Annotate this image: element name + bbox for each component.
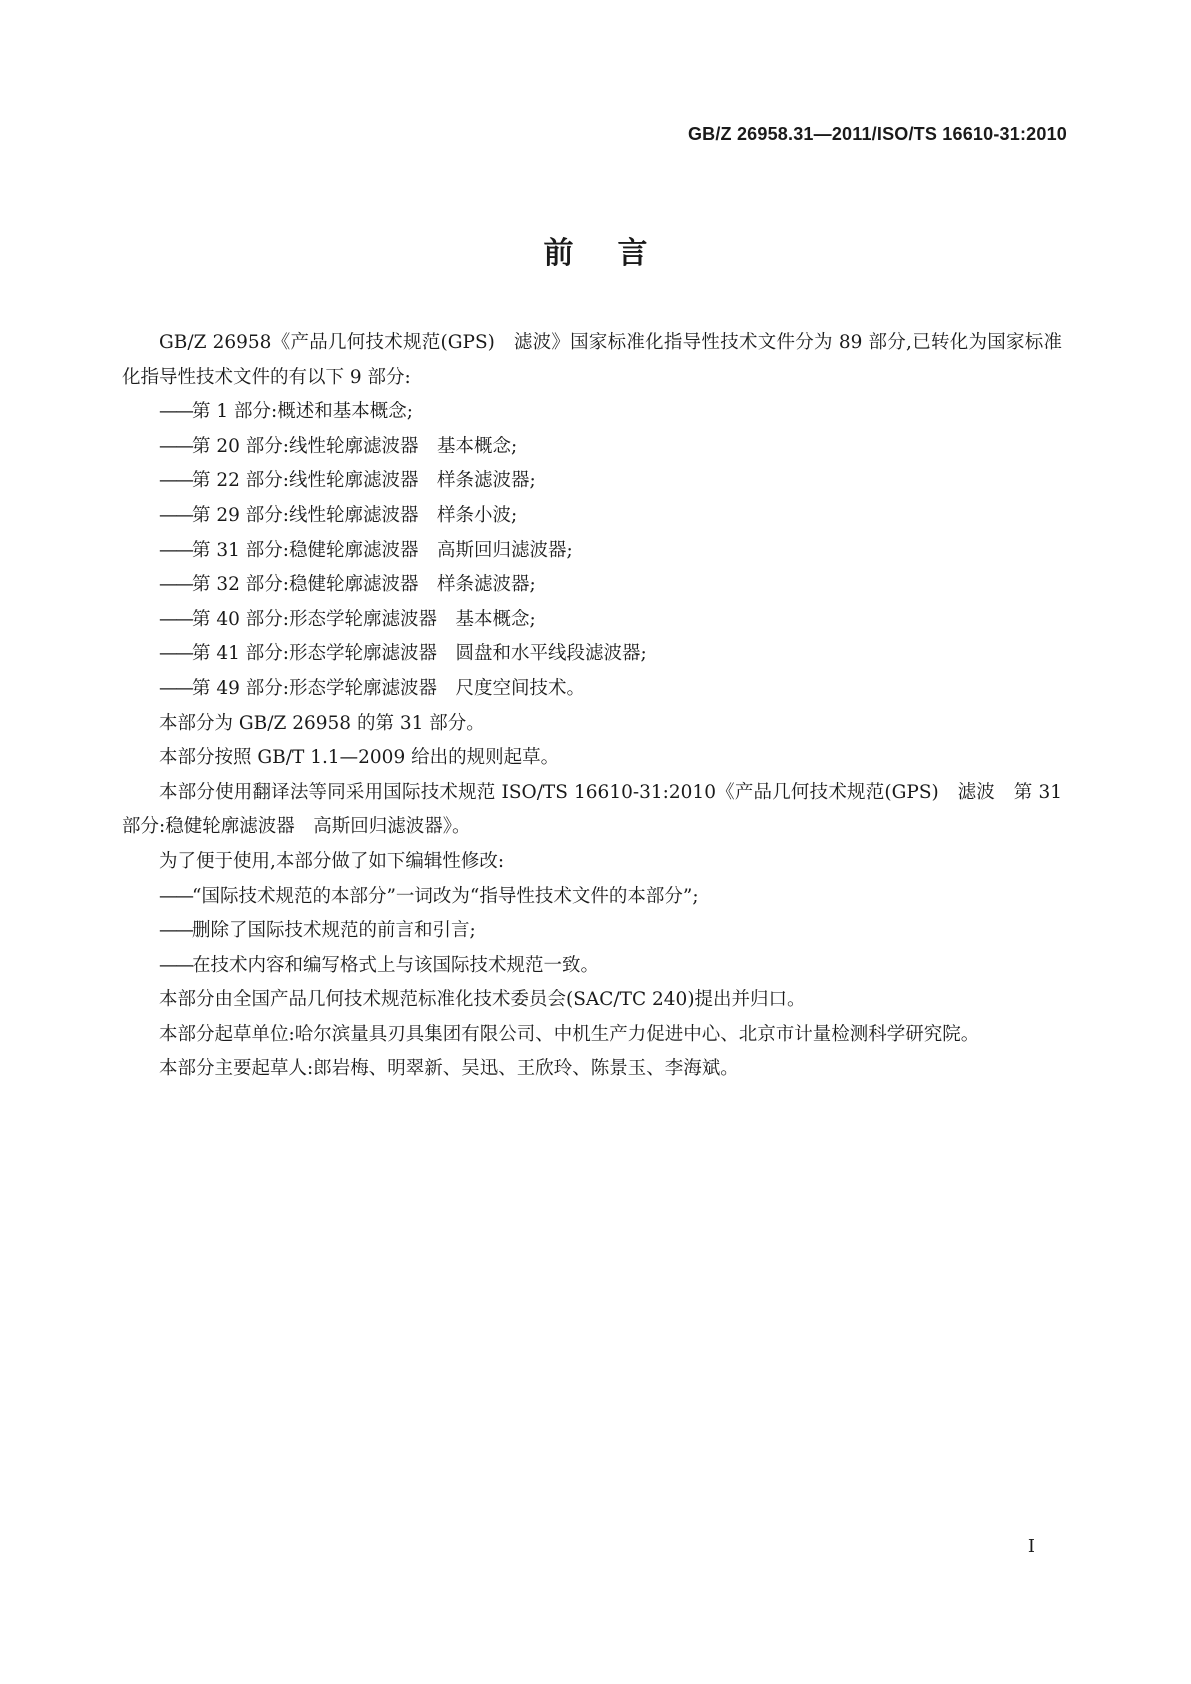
dash-marker: ——: [159, 643, 192, 665]
dash-marker: ——: [159, 435, 192, 457]
drafting-units-paragraph: 本部分起草单位:哈尔滨量具刃具集团有限公司、中机生产力促进中心、北京市计量检测科学研究院。: [159, 1023, 980, 1045]
page-number: I: [1027, 1536, 1035, 1557]
part-statement-paragraph: 本部分为 GB/Z 26958 的第 31 部分。: [159, 712, 485, 734]
intro-paragraph: GB/Z 26958《产品几何技术规范(GPS) 滤波》国家标准化指导性技术文件分为 89 部分,已转化为国家标准化指导性技术文件的有以下 9 部分:: [122, 332, 1062, 388]
list-item: [122, 637, 1062, 672]
parts-list: [122, 395, 1062, 706]
document-body: [122, 326, 1062, 1087]
list-item-text: 第 40 部分:形态学轮廓滤波器 基本概念;: [192, 608, 536, 630]
dash-marker: ——: [159, 677, 192, 699]
list-item: [122, 672, 1062, 707]
list-item: [122, 464, 1062, 499]
list-item-text: 在技术内容和编写格式上与该国际技术规范一致。: [192, 954, 600, 976]
list-item: [122, 499, 1062, 534]
dash-marker: ——: [159, 608, 192, 630]
standard-code-header: GB/Z 26958.31—2011/ISO/TS 16610-31:2010: [687, 124, 1067, 144]
list-item-text: 删除了国际技术规范的前言和引言;: [192, 920, 476, 942]
dash-marker: ——: [159, 401, 192, 423]
list-item-text: “国际技术规范的本部分”一词改为“指导性技术文件的本部分”;: [192, 885, 699, 907]
list-item-text: 第 49 部分:形态学轮廓滤波器 尺度空间技术。: [192, 677, 586, 699]
list-item: [122, 914, 1062, 949]
list-item-text: 第 20 部分:线性轮廓滤波器 基本概念;: [192, 435, 518, 457]
list-item: [122, 568, 1062, 603]
edits-list: [122, 880, 1062, 984]
dash-marker: ——: [159, 504, 192, 526]
proposer-paragraph: 本部分由全国产品几何技术规范标准化技术委员会(SAC/TC 240)提出并归口。: [159, 989, 806, 1011]
list-item: [122, 949, 1062, 984]
list-item: [122, 880, 1062, 915]
list-item: [122, 534, 1062, 569]
list-item-text: 第 22 部分:线性轮廓滤波器 样条滤波器;: [192, 470, 536, 492]
drafters-paragraph: 本部分主要起草人:郎岩梅、明翠新、吴迅、王欣玲、陈景玉、李海斌。: [159, 1058, 739, 1080]
list-item: [122, 603, 1062, 638]
dash-marker: ——: [159, 574, 192, 596]
list-item-text: 第 31 部分:稳健轮廓滤波器 高斯回归滤波器;: [192, 539, 573, 561]
list-item-text: 第 41 部分:形态学轮廓滤波器 圆盘和水平线段滤波器;: [192, 643, 647, 665]
list-item-text: 第 29 部分:线性轮廓滤波器 样条小波;: [192, 504, 518, 526]
adoption-paragraph: 本部分使用翻译法等同采用国际技术规范 ISO/TS 16610-31:2010《产品几何技术规范(GPS) 滤波 第 31 部分:稳健轮廓滤波器 高斯回归滤波器》。: [122, 781, 1062, 838]
page-title: 前言: [543, 236, 692, 271]
dash-marker: ——: [159, 885, 192, 907]
list-item: [122, 430, 1062, 465]
dash-marker: ——: [159, 470, 192, 492]
dash-marker: ——: [159, 539, 192, 561]
dash-marker: ——: [159, 954, 192, 976]
edits-intro-paragraph: 为了便于使用,本部分做了如下编辑性修改:: [159, 850, 505, 872]
dash-marker: ——: [159, 920, 192, 942]
list-item: [122, 395, 1062, 430]
drafting-rules-paragraph: 本部分按照 GB/T 1.1—2009 给出的规则起草。: [159, 747, 560, 769]
list-item-text: 第 32 部分:稳健轮廓滤波器 样条滤波器;: [192, 574, 536, 596]
list-item-text: 第 1 部分:概述和基本概念;: [192, 401, 413, 423]
